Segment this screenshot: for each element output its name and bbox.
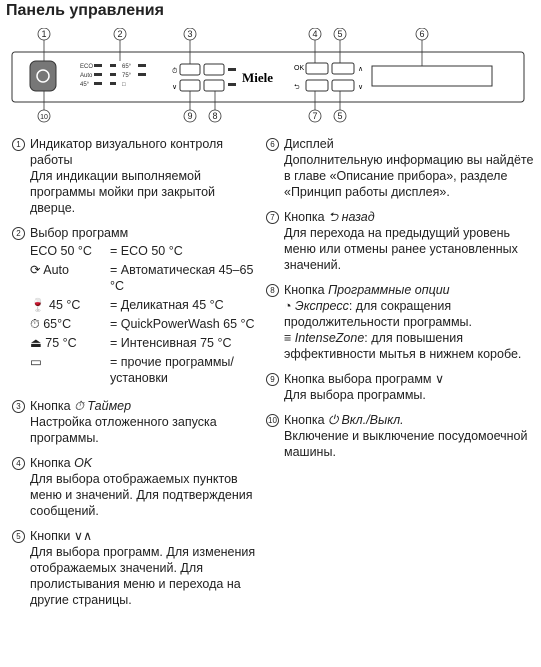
callout-5b: 5 (337, 111, 343, 121)
callout-7: 7 (312, 111, 318, 121)
item-number: 4 (12, 457, 25, 470)
svg-text:⏱: ⏱ (172, 68, 178, 75)
ok-button-label: OK (74, 456, 93, 470)
back-button-label: ⮌ назад (328, 210, 375, 224)
item-10 (266, 412, 536, 460)
left-column (12, 136, 262, 617)
program-value: = Интенсивная 75 °C (110, 336, 232, 350)
program-key: ⏏ 75 °C (30, 336, 77, 350)
item-body: Для индикации выполняемой программы мойки при закрытой дверце. (30, 169, 216, 215)
item-heading: Выбор программ (30, 226, 129, 240)
svg-text:□: □ (122, 82, 126, 88)
svg-text:⮌: ⮌ (294, 84, 300, 91)
program-value: = прочие программы/установки (110, 355, 234, 385)
callout-8: 8 (212, 111, 218, 121)
svg-text:Auto: Auto (80, 73, 93, 79)
item-number: 2 (12, 227, 25, 240)
item-number: 10 (266, 414, 279, 427)
program-value: = Автоматическая 45–65 °C (110, 263, 254, 293)
item-body: Для выбора программ. Для изменения отображаемых значений. Для пролистывания меню и перехода на другие страницы. (30, 545, 256, 607)
item-heading: Кнопка (30, 456, 75, 470)
program-options-label: Программные опции (328, 283, 450, 297)
program-table (12, 243, 262, 389)
svg-text:75°: 75° (122, 73, 132, 79)
item-heading: Кнопка выбора программ ∨ (284, 372, 445, 386)
item-1 (12, 136, 262, 216)
callout-10: 10 (40, 114, 48, 121)
callout-9: 9 (187, 111, 193, 121)
svg-text:65°: 65° (122, 64, 132, 70)
item-number: 7 (266, 211, 279, 224)
callout-1: 1 (41, 29, 47, 39)
item-4 (12, 455, 262, 519)
express-option: ◔ Экспресс: для сокращения продолжительности программы. (284, 299, 473, 329)
program-value: = QuickPowerWash 65 °C (110, 317, 255, 331)
program-key: ⏱ 65°C (30, 317, 72, 331)
program-key: 🍷 45 °C (30, 298, 81, 312)
control-panel-diagram (10, 28, 532, 128)
power-button-label: ⏻ Вкл./Выкл. (328, 413, 404, 427)
item-number: 5 (12, 530, 25, 543)
item-body: Настройка отложенного запуска программы. (30, 415, 217, 445)
item-6 (266, 136, 536, 200)
right-column (266, 136, 536, 469)
timer-button-label: ⏱ Таймер (74, 399, 132, 413)
item-8 (266, 282, 536, 362)
svg-text:ECO: ECO (80, 64, 94, 70)
item-number: 3 (12, 400, 25, 413)
callout-3: 3 (187, 29, 193, 39)
item-number: 8 (266, 284, 279, 297)
item-5 (12, 528, 262, 608)
item-3 (12, 398, 262, 446)
item-body: Включение и выключение посудомоечной машины. (284, 429, 528, 459)
item-heading: Кнопка (284, 413, 329, 427)
item-heading: Дисплей (284, 137, 334, 151)
page-title: Панель управления (6, 2, 164, 19)
callout-4: 4 (312, 29, 318, 39)
callout-2: 2 (117, 29, 123, 39)
callout-5: 5 (337, 29, 343, 39)
program-key: ▭ (30, 355, 42, 369)
item-body: Для перехода на предыдущий уровень меню или отмены ранее установленных значений. (284, 226, 518, 272)
item-body: Для выбора программы. (284, 388, 426, 402)
item-number: 1 (12, 138, 25, 151)
item-number: 6 (266, 138, 279, 151)
item-heading: Кнопки ∨∧ (30, 529, 93, 543)
svg-text:OK: OK (294, 65, 305, 72)
svg-text:∨: ∨ (172, 84, 178, 91)
item-2 (12, 225, 262, 389)
item-number: 9 (266, 373, 279, 386)
item-9 (266, 371, 536, 403)
program-key: ECO 50 °C (30, 244, 92, 258)
svg-text:∨: ∨ (358, 84, 364, 91)
program-value: = ECO 50 °C (110, 244, 183, 258)
program-key: ⟳ Auto (30, 263, 69, 277)
item-7 (266, 209, 536, 273)
item-body: Для выбора отображаемых пунктов меню и значений. Для подтверждения сообщений. (30, 472, 253, 518)
callout-6: 6 (419, 29, 425, 39)
item-heading: Кнопка (284, 210, 329, 224)
item-heading: Кнопка (284, 283, 329, 297)
intensezone-option: ≡ IntenseZone: для повышения эффективности мытья в нижнем коробе. (284, 331, 522, 361)
item-body: Дополнительную информацию вы найдёте в главе «Описание прибора», разделе «Принцип работы дисплея». (284, 153, 534, 199)
svg-text:45°: 45° (80, 82, 90, 88)
item-heading: Кнопка (30, 399, 75, 413)
item-heading: Индикатор визуального контроля работы (30, 137, 224, 167)
svg-text:∧: ∧ (358, 66, 364, 73)
program-value: = Деликатная 45 °C (110, 298, 224, 312)
svg-text:Miele: Miele (242, 70, 274, 85)
